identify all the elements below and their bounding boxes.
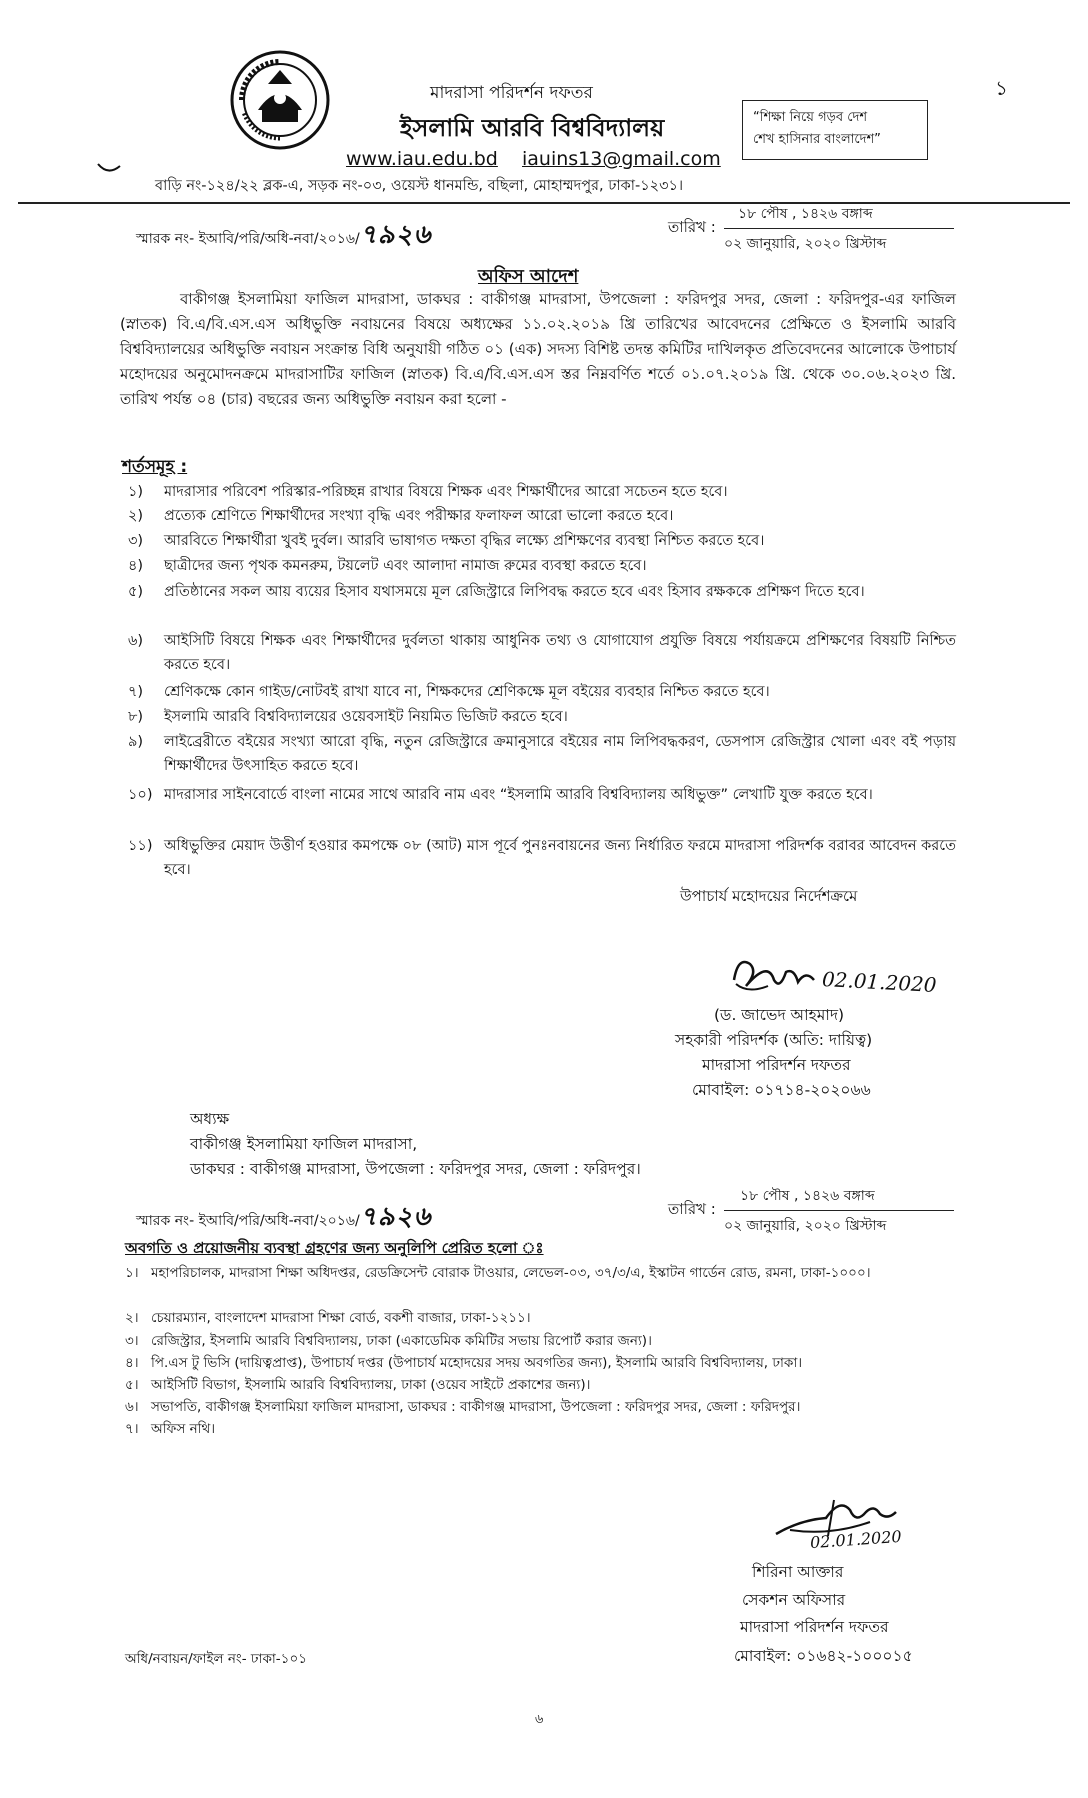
cc-text: সভাপতি, বাকীগঞ্জ ইসলামিয়া ফাজিল মাদরাসা, ডাকঘর : বাকীগঞ্জ মাদরাসা, উপজেলা : ফরিদপুর সদর, জেলা : ফরিদপুর।	[151, 1399, 801, 1415]
condition-number: ৩)	[128, 533, 144, 549]
condition-number: ১০)	[128, 787, 153, 803]
condition-item	[128, 629, 956, 677]
footer-page-number: ৬	[535, 1712, 544, 1727]
cc-item	[125, 1352, 960, 1374]
memo-label: স্মারক নং- ইআবি/পরি/অধি-নবা/২০১৬/	[136, 231, 360, 247]
cc-number: ৫।	[125, 1377, 139, 1393]
cc-number: ৭।	[125, 1421, 139, 1437]
condition-text: শ্রেণিকক্ষে কোন গাইড/নোটবই রাখা যাবে না, শিক্ষকদের শ্রেণিকক্ষে মূল বইয়ের ব্যবহার নিশ্চিত করতে হবে।	[164, 684, 770, 700]
cc-number: ৩।	[125, 1333, 139, 1349]
signatory-2-designation: সেকশন অফিসার	[742, 1591, 846, 1609]
condition-text: প্রতিষ্ঠানের সকল আয় ব্যয়ের হিসাব যথাসময়ে মূল রেজিস্ট্রারে লিপিবদ্ধ করতে হবে এবং হিসাব রক্ষককে প্রশিক্ষণ দিতে হবে।	[164, 584, 865, 600]
condition-item	[128, 834, 956, 882]
cc-number: ১।	[125, 1265, 139, 1281]
website-link[interactable]: www.iau.edu.bd	[346, 148, 498, 170]
memo-label: স্মারক নং- ইআবি/পরি/অধি-নবা/২০১৬/	[136, 1213, 360, 1229]
cc-number: ৪।	[125, 1355, 139, 1371]
cc-item	[125, 1262, 960, 1284]
memo-number: ৭৯২৬	[359, 220, 432, 250]
condition-item	[128, 529, 956, 553]
signatory-2-mobile: মোবাইল: ০১৬৪২-১০০০১৫	[734, 1647, 913, 1665]
signatory-1-name: (ড. জাভেদ আহমাদ)	[714, 1006, 845, 1024]
motto-line-2: শেখ হাসিনার বাংলাদেশ”	[753, 132, 881, 147]
cc-text: আইসিটি বিভাগ, ইসলামি আরবি বিশ্ববিদ্যালয়, ঢাকা (ওয়েব সাইটে প্রকাশের জন্য)।	[151, 1377, 591, 1393]
email-link[interactable]: iauins13@gmail.com	[522, 148, 721, 170]
motto-line-1: “শিক্ষা নিয়ে গড়ব দেশ	[753, 110, 868, 125]
signatory-2-office: মাদরাসা পরিদর্শন দফতর	[740, 1618, 889, 1636]
header-divider	[18, 202, 1070, 204]
cc-text: অফিস নথি।	[151, 1421, 216, 1437]
condition-item	[128, 480, 956, 504]
date-english-2: ০২ জানুয়ারি, ২০২০ খ্রিস্টাব্দ	[724, 1210, 954, 1238]
condition-item	[128, 705, 956, 729]
signature-1-date: 02.01.2020	[821, 967, 938, 997]
recipient-address: ডাকঘর : বাকীগঞ্জ মাদরাসা, উপজেলা : ফরিদপুর সদর, জেলা : ফরিদপুর।	[190, 1160, 641, 1178]
cc-text: রেজিস্ট্রার, ইসলামি আরবি বিশ্ববিদ্যালয়, ঢাকা (একাডেমিক কমিটির সভায় রিপোর্ট করার জন্য)।	[151, 1333, 652, 1349]
condition-text: মাদরাসার পরিবেশ পরিস্কার-পরিচ্ছন্ন রাখার বিষয়ে শিক্ষক এবং শিক্ষার্থীদের আরো সচেতন হতে হবে।	[164, 484, 728, 500]
condition-text: প্রত্যেক শ্রেণিতে শিক্ষার্থীদের সংখ্যা বৃদ্ধি এবং পরীক্ষার ফলাফল আরো ভালো করতে হবে।	[164, 508, 674, 524]
cc-text: চেয়ারম্যান, বাংলাদেশ মাদরাসা শিক্ষা বোর্ড, বকশী বাজার, ঢাকা-১২১১।	[151, 1310, 531, 1326]
order-title: অফিস আদেশ	[478, 266, 579, 287]
cc-text: মহাপরিচালক, মাদরাসা শিক্ষা অধিদপ্তর, রেডক্রিসেন্ট বোরাক টাওয়ার, লেভেল-০৩, ৩৭/৩/এ, ইস্কাটন গার্ডেন রোড, রমনা, ঢাকা-১০০০।	[151, 1265, 871, 1281]
order-body: বাকীগঞ্জ ইসলামিয়া ফাজিল মাদরাসা, ডাকঘর : বাকীগঞ্জ মাদরাসা, উপজেলা : ফরিদপুর সদর, জেলা : ফরিদপুর-এর ফাজিল (স্নাতক) বি.এ/বি.এস.এস অধিভুক্তি নবায়নের বিষয়ে অধ্যক্ষের ১১.০২.২০১৯ খ্রি তারিখের আবেদনের প্রেক্ষিতে ও ইসলামি আরবি বিশ্ববিদ্যালয়ের অধিভুক্তি নবায়ন সংক্রান্ত বিধি অনুযায়ী গঠিত ০১ (এক) সদস্য বিশিষ্ট তদন্ত কমিটির দাখিলকৃত প্রতিবেদনের আলোকে উপাচার্য মহোদয়ের অনুমোদনক্রমে মাদরাসাটির ফাজিল (স্নাতক) বি.এ/বি.এস.এস স্তর নিম্নবর্ণিত শর্তে ০১.০৭.২০১৯ খ্রি. থেকে ৩০.০৬.২০২৩ খ্রি. তারিখ পর্যন্ত ০৪ (চার) বছরের জন্য অধিভুক্তি নবায়ন করা হলো -	[120, 290, 956, 408]
recipient-institution: বাকীগঞ্জ ইসলামিয়া ফাজিল মাদরাসা,	[190, 1135, 418, 1153]
condition-number: ১১)	[128, 838, 153, 854]
condition-number: ৯)	[128, 734, 144, 750]
signature-2-date: 02.01.2020	[809, 1526, 903, 1553]
direction-line: উপাচার্য মহোদয়ের নির্দেশক্রমে	[680, 887, 858, 905]
page-number: ১	[995, 76, 1008, 100]
cc-item	[125, 1307, 960, 1329]
memo-number: ৭৯২৬	[359, 1202, 432, 1232]
cc-heading: অবগতি ও প্রয়োজনীয় ব্যবস্থা গ্রহণের জন্য অনুলিপি প্রেরিত হলো ঃ	[125, 1239, 544, 1257]
condition-item	[128, 580, 956, 604]
condition-text: আইসিটি বিষয়ে শিক্ষক এবং শিক্ষার্থীদের দুর্বলতা থাকায় আধুনিক তথ্য ও যোগাযোগ প্রযুক্তি বিষয়ে পর্যায়ক্রমে প্রশিক্ষণের বিষয়টি নিশ্চিত করতে হবে।	[164, 633, 956, 673]
recipient-title: অধ্যক্ষ	[190, 1110, 230, 1128]
signatory-1-mobile: মোবাইল: ০১৭১৪-২০২০৬৬	[692, 1081, 871, 1099]
condition-number: ৪)	[128, 558, 144, 574]
university-logo	[228, 48, 332, 152]
cc-text: পি.এস টু ভিসি (দায়িত্বপ্রাপ্ত), উপাচার্য দপ্তর (উপাচার্য মহোদয়ের সদয় অবগতির জন্য), ইসলামি আরবি বিশ্ববিদ্যালয়, ঢাকা।	[151, 1355, 803, 1371]
condition-number: ১)	[128, 484, 144, 500]
date-english: ০২ জানুয়ারি, ২০২০ খ্রিস্টাব্দ	[724, 228, 954, 256]
office-name: মাদরাসা পরিদর্শন দফতর	[430, 83, 593, 103]
motto-box	[742, 100, 928, 160]
condition-text: ছাত্রীদের জন্য পৃথক কমনরুম, টয়লেট এবং আলাদা নামাজ রুমের ব্যবস্থা করতে হবে।	[164, 558, 647, 574]
memo-reference-2	[136, 1196, 431, 1240]
signatory-1-office: মাদরাসা পরিদর্শন দফতর	[702, 1056, 851, 1074]
cc-number: ২।	[125, 1310, 139, 1326]
date-label-2: তারিখ :	[668, 1200, 716, 1218]
condition-item	[128, 504, 956, 528]
university-name: ইসলামি আরবি বিশ্ববিদ্যালয়	[400, 114, 665, 142]
condition-number: ২)	[128, 508, 144, 524]
conditions-heading: শর্তসমূহ :	[122, 457, 188, 477]
signatory-1-designation: সহকারী পরিদর্শক (অতি: দায়িত্ব)	[675, 1031, 873, 1049]
cc-number: ৬।	[125, 1399, 139, 1415]
date-bangla: ১৮ পৌষ , ১৪২৬ বঙ্গাব্দ	[738, 206, 873, 222]
condition-text: অধিভুক্তির মেয়াদ উত্তীর্ণ হওয়ার কমপক্ষে ০৮ (আট) মাস পূর্বে পুনঃনবায়নের জন্য নির্ধারিত ফরমে মাদরাসা পরিদর্শক বরাবর আবেদন করতে হবে।	[164, 838, 956, 878]
condition-text: ইসলামি আরবি বিশ্ববিদ্যালয়ের ওয়েবসাইট নিয়মিত ভিজিট করতে হবে।	[164, 709, 568, 725]
signatory-2-name: শিরিনা আক্তার	[752, 1563, 844, 1581]
condition-number: ৮)	[128, 709, 144, 725]
condition-number: ৭)	[128, 684, 144, 700]
cc-item	[125, 1330, 960, 1352]
condition-item	[128, 783, 956, 807]
memo-reference	[136, 214, 431, 258]
condition-item	[128, 730, 956, 778]
condition-number: ৬)	[128, 633, 144, 649]
condition-text: লাইব্রেরীতে বইয়ের সংখ্যা আরো বৃদ্ধি, নতুন রেজিস্ট্রারে ক্রমানুসারে বইয়ের নাম লিপিবদ্ধকরণ, ডেসপাস রেজিস্ট্রার খোলা এবং বই পড়ায় শিক্ষার্থীদের উৎসাহিত করতে হবে।	[164, 734, 956, 774]
cc-item	[125, 1396, 960, 1418]
condition-number: ৫)	[128, 584, 144, 600]
file-number: অধি/নবায়ন/ফাইল নং- ঢাকা-১০১	[125, 1651, 307, 1667]
condition-item	[128, 680, 956, 704]
condition-item	[128, 554, 956, 578]
cc-item	[125, 1374, 960, 1396]
condition-text: মাদরাসার সাইনবোর্ডে বাংলা নামের সাথে আরবি নাম এবং “ইসলামি আরবি বিশ্ববিদ্যালয় অধিভুক্ত” লেখাটি যুক্ত করতে হবে।	[164, 787, 873, 803]
cc-item	[125, 1418, 960, 1440]
margin-mark	[96, 162, 122, 174]
address-line: বাড়ি নং-১২৪/২২ ব্লক-এ, সড়ক নং-০৩, ওয়েস্ট ধানমন্ডি, বছিলা, মোহাম্মদপুর, ঢাকা-১২৩১।	[155, 178, 684, 194]
condition-text: আরবিতে শিক্ষার্থীরা খুবই দুর্বল। আরবি ভাষাগত দক্ষতা বৃদ্ধির লক্ষ্যে প্রশিক্ষণের ব্যবস্থা নিশ্চিত করতে হবে।	[164, 533, 765, 549]
date-bangla-2: ১৮ পৌষ , ১৪২৬ বঙ্গাব্দ	[740, 1188, 875, 1204]
date-label: তারিখ :	[668, 218, 716, 236]
